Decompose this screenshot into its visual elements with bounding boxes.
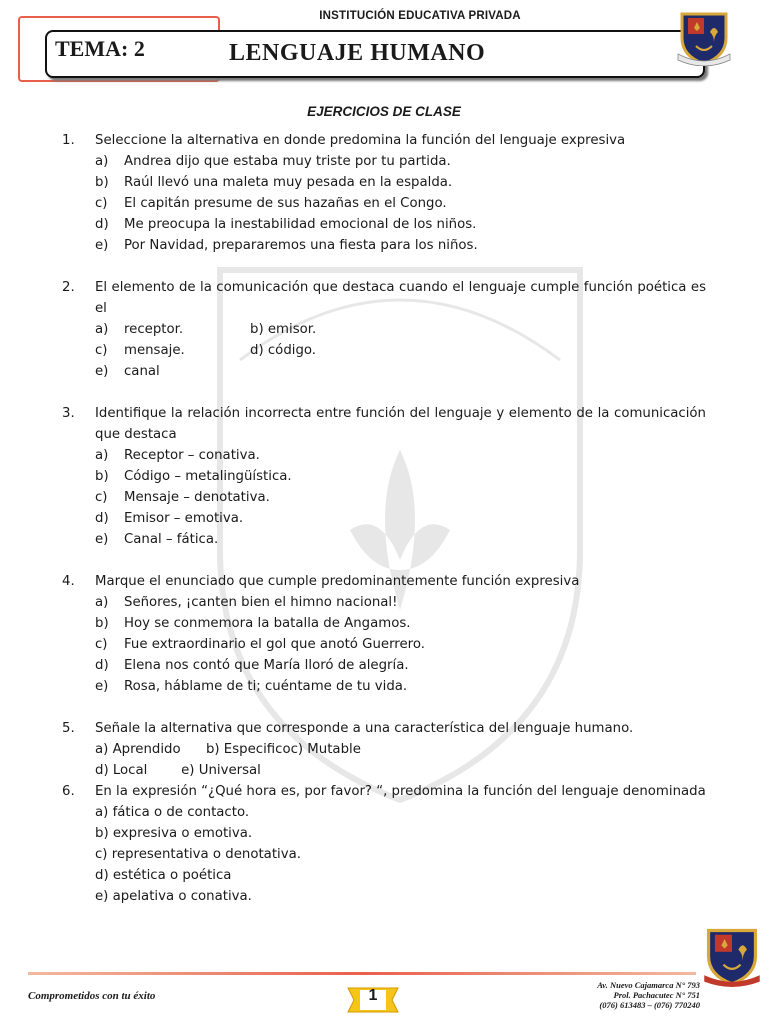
option-e: e) Por Navidad, prepararemos una fiesta para los niños.	[95, 238, 478, 253]
question-number: 3.	[62, 406, 75, 421]
address-line: Prol. Pachacutec N° 751	[613, 990, 700, 1000]
question-3	[62, 403, 706, 550]
question-text: Identifique la relación incorrecta entre función del lenguaje y elemento de la comunicación que destaca	[95, 406, 706, 442]
option-b: b) Código – metalingüística.	[95, 469, 292, 484]
phone-line: (076) 613483 – (076) 770240	[599, 1000, 700, 1010]
option-d: d) estética o poética	[95, 868, 232, 883]
school-crest-logo	[700, 920, 764, 990]
question-number: 1.	[62, 133, 75, 148]
option-c: c) Fue extraordinario el gol que anotó Guerrero.	[95, 637, 425, 652]
section-title: EJERCICIOS DE CLASE	[307, 104, 461, 119]
option-c: c) El capitán presume de sus hazañas en el Congo.	[95, 196, 447, 211]
question-6	[62, 781, 706, 907]
option-d: d) Emisor – emotiva.	[95, 511, 244, 526]
question-text: Seleccione la alternativa en donde predomina la función del lenguaje expresiva	[95, 133, 626, 148]
question-2	[62, 277, 706, 382]
topic-number: TEMA: 2	[55, 36, 145, 61]
option-c: c) Mensaje – denotativa.	[95, 490, 270, 505]
address-line: Av. Nuevo Cajamarca N° 793	[597, 980, 700, 990]
question-number: 4.	[62, 574, 75, 589]
option-c: c) representativa o denotativa.	[95, 847, 301, 862]
question-number: 5.	[62, 721, 75, 736]
footer-address	[560, 980, 700, 1010]
question-number: 2.	[62, 280, 75, 295]
question-4	[62, 571, 706, 697]
question-1	[62, 130, 706, 256]
question-text: Marque el enunciado que cumple predominantemente función expresiva	[95, 574, 580, 589]
option-e: e) Canal – fática.	[95, 532, 219, 547]
option-e: e) apelativa o conativa.	[95, 889, 252, 904]
option-a: a) Andrea dijo que estaba muy triste por tu partida.	[95, 154, 451, 169]
option-d: d) Elena nos contó que María lloró de alegría.	[95, 658, 409, 673]
page-title: LENGUAJE HUMANO	[229, 40, 486, 66]
option-d: d) código.	[250, 343, 317, 358]
footer-divider	[28, 972, 696, 975]
option-a: a) fática o de contacto.	[95, 805, 250, 820]
option-b: b) expresiva o emotiva.	[95, 826, 253, 841]
option-b: b) Raúl llevó una maleta muy pesada en la espalda.	[95, 175, 453, 190]
option-c: c) mensaje.	[95, 343, 185, 358]
option-b: b) Hoy se conmemora la batalla de Angamos.	[95, 616, 411, 631]
option-a: a) Señores, ¡canten bien el himno nacional!	[95, 595, 398, 610]
option-a: a) receptor.	[95, 322, 184, 337]
option-row	[95, 340, 706, 361]
institution-name: INSTITUCIÓN EDUCATIVA PRIVADA	[319, 10, 521, 22]
page-number: 1	[368, 987, 378, 1004]
option-e: e) canal	[95, 364, 160, 379]
option-d: d) Me preocupa la inestabilidad emocional de los niños.	[95, 217, 477, 232]
option-line: a) Aprendido b) Especificoc) Mutable	[95, 742, 361, 757]
school-crest-logo	[674, 4, 734, 66]
option-row	[95, 319, 706, 340]
option-a: a) Receptor – conativa.	[95, 448, 260, 463]
option-b: b) emisor.	[250, 322, 317, 337]
question-text: En la expresión “¿Qué hora es, por favor? “, predomina la función del lenguaje denominada	[95, 784, 706, 799]
title-box	[45, 30, 705, 78]
question-5	[62, 718, 706, 781]
footer-slogan: Comprometidos con tu éxito	[28, 990, 156, 1002]
question-text: Señale la alternativa que corresponde a una característica del lenguaje humano.	[95, 721, 634, 736]
option-e: e) Rosa, háblame de ti; cuéntame de tu vida.	[95, 679, 408, 694]
exercise-list	[62, 130, 706, 907]
question-number: 6.	[62, 784, 75, 799]
option-line: d) Local e) Universal	[95, 763, 261, 778]
question-text: El elemento de la comunicación que destaca cuando el lenguaje cumple función poética es el	[95, 280, 706, 316]
